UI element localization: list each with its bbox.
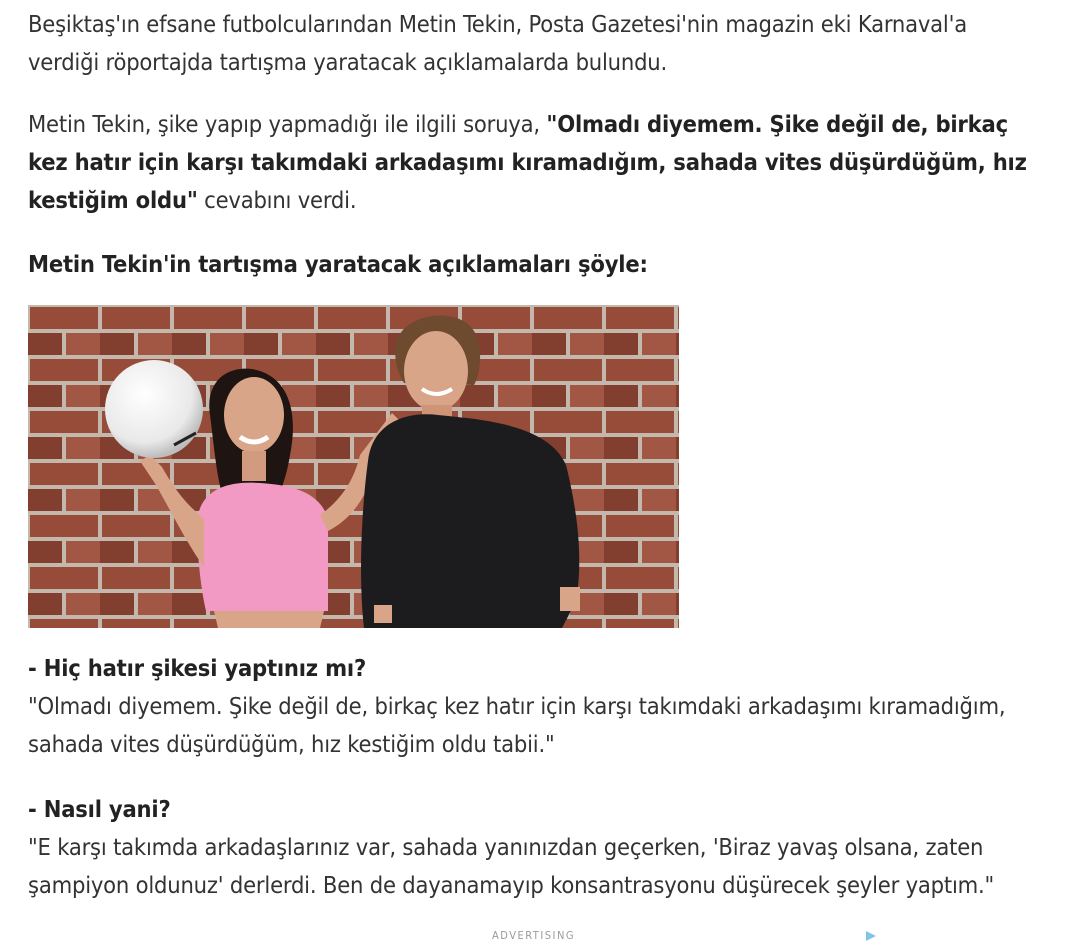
- qa-block-2: [28, 790, 1038, 904]
- qa-question-1: - Hiç hatır şikesi yaptınız mı?: [28, 654, 367, 682]
- adchoices-triangle-icon[interactable]: [866, 931, 876, 941]
- intro-paragraph: Beşiktaş'ın efsane futbolcularından Metin Tekin, Posta Gazetesi'nin magazin eki Karnaval'a verdiği röportajda tartışma yaratacak açıklamalarda bulundu.: [28, 10, 967, 76]
- photo-illustration: [28, 305, 679, 628]
- football-ball: [105, 360, 203, 458]
- black-sweater: [361, 414, 579, 628]
- subheading: Metin Tekin'in tartışma yaratacak açıklamaları şöyle:: [28, 250, 648, 278]
- advertising-label: ADVERTISING: [492, 929, 576, 942]
- quote-tail-text: cevabını verdi.: [197, 186, 357, 214]
- quote-lead-text: Metin Tekin, şike yapıp yapmadığı ile ilgili soruya,: [28, 110, 547, 138]
- qa-answer-1: "Olmadı diyemem. Şike değil de, birkaç kez hatır için karşı takımdaki arkadaşımı kıramadığım, sahada vites düşürdüğüm, hız kestiğim oldu tabii.": [28, 692, 1006, 758]
- qa-block-1: [28, 649, 1038, 763]
- article-photo: [28, 305, 679, 628]
- qa-answer-2: "E karşı takımda arkadaşlarınız var, sahada yanınızdan geçerken, 'Biraz yavaş olsana, zaten şampiyon oldunuz' derlerdi. Ben de dayanamayıp konsantrasyonu düşürecek şeyler yaptım.": [28, 833, 995, 899]
- qa-question-2: - Nasıl yani?: [28, 795, 171, 823]
- quote-paragraph: [28, 105, 1038, 219]
- quote-bold-text: "Olmadı diyemem. Şike değil de, birkaç kez hatır için karşı takımdaki arkadaşımı kıramadığım, sahada vites düşürdüğüm, hız kestiğim oldu": [28, 110, 1027, 214]
